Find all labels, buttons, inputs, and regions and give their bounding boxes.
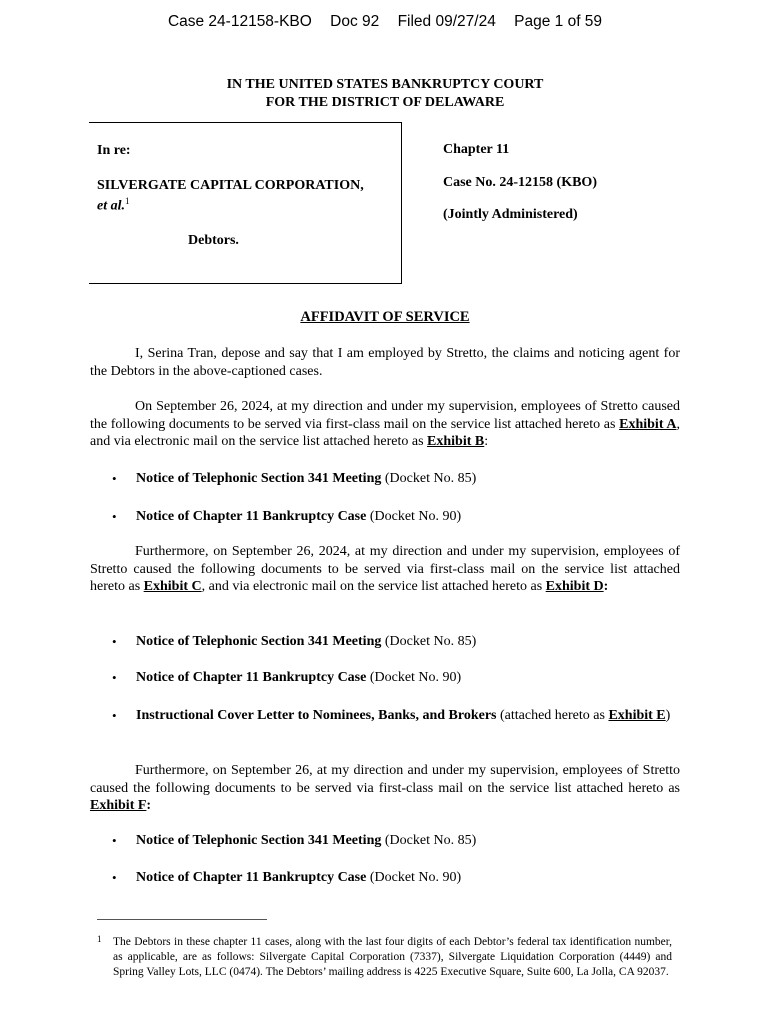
docket-ref: (Docket No. 90)	[366, 670, 462, 685]
header-filed: Filed 09/27/24	[397, 13, 496, 30]
bullet-icon: •	[112, 670, 117, 685]
doc-title: Notice of Telephonic Section 341 Meeting	[136, 634, 382, 649]
paragraph-2-text-c: :	[484, 434, 489, 449]
attached-text: (attached hereto as	[496, 708, 609, 723]
paragraph-2	[90, 398, 680, 451]
exhibit-e-ref: Exhibit E	[608, 708, 666, 723]
doc-title: Instructional Cover Letter to Nominees, Banks, and Brokers	[136, 708, 497, 723]
document-title: AFFIDAVIT OF SERVICE	[300, 309, 470, 325]
footnote-ref: 1	[125, 196, 130, 206]
case-number: Case No. 24-12158 (KBO)	[443, 175, 597, 190]
debtor-name: SILVERGATE CAPITAL CORPORATION,	[97, 178, 364, 193]
bullet-icon: •	[112, 509, 117, 524]
docket-ref: (Docket No. 85)	[381, 634, 477, 649]
exhibit-a-ref: Exhibit A	[619, 416, 677, 432]
close-paren: )	[665, 708, 671, 723]
exhibit-c-ref: Exhibit C	[143, 579, 202, 594]
in-re-label: In re:	[97, 143, 131, 158]
court-line-1: IN THE UNITED STATES BANKRUPTCY COURT	[226, 77, 544, 92]
jointly-administered: (Jointly Administered)	[443, 207, 578, 222]
debtors-label: Debtors.	[188, 233, 239, 248]
exhibit-f-ref: Exhibit F	[90, 798, 147, 813]
court-line-2: FOR THE DISTRICT OF DELAWARE	[265, 95, 505, 110]
paragraph-4	[90, 762, 680, 815]
exhibit-d-ref: Exhibit D	[545, 579, 604, 594]
doc-title: Notice of Chapter 11 Bankruptcy Case	[136, 509, 367, 524]
paragraph-3	[90, 543, 680, 596]
paragraph-3-text-c: :	[603, 579, 609, 594]
court-heading	[0, 76, 770, 112]
paragraph-1	[90, 345, 680, 380]
bullet-icon: •	[112, 708, 117, 723]
docket-ref: (Docket No. 90)	[366, 870, 462, 885]
footnote-divider	[97, 919, 267, 920]
footnote-text: The Debtors in these chapter 11 cases, along with the last four digits of each Debtor’s federal tax identification number, as applicable, are as follows: Silvergate Capital Corporation (7337), Silvergate Liquidation Corporation (4449) and Spring Valley Lots, LLC (0474). The Debtors’ mailing address is 4225 Executive Square, Suite 600, La Jolla, CA 92037.	[113, 936, 672, 978]
et-al-text: et al.	[97, 198, 125, 214]
paragraph-3-text-a: Furthermore, on September 26, 2024, at my direction and under my supervision, employees of Stretto caused the following documents to be served via first-class mail on the service list attached hereto as	[90, 544, 680, 594]
docket-ref: (Docket No. 90)	[366, 509, 462, 524]
header-page: Page 1 of 59	[514, 13, 603, 30]
et-al	[97, 196, 130, 215]
paragraph-3-text-b: , and via electronic mail on the service list attached hereto as	[201, 579, 546, 594]
caption-box	[89, 122, 402, 284]
header-case: Case 24-12158-KBO	[167, 13, 312, 30]
bullet-icon: •	[112, 833, 117, 848]
paragraph-2-text-b: , and via electronic mail on the service list attached hereto as	[90, 416, 680, 449]
footnote-number: 1	[97, 934, 102, 944]
doc-title: Notice of Chapter 11 Bankruptcy Case	[136, 870, 367, 885]
page-header	[0, 13, 770, 31]
doc-title: Notice of Telephonic Section 341 Meeting	[136, 833, 382, 848]
chapter-label: Chapter 11	[443, 142, 510, 157]
bullet-icon: •	[112, 870, 117, 885]
docket-ref: (Docket No. 85)	[381, 471, 477, 486]
bullet-icon: •	[112, 471, 117, 486]
paragraph-2-text-a: On September 26, 2024, at my direction and under my supervision, employees of Stretto caused the following documents to be served via first-class mail on the service list attached hereto as	[90, 399, 680, 432]
paragraph-4-text-a: Furthermore, on September 26, at my direction and under my supervision, employees of Stretto caused the following documents to be served via first-class mail on the service list attached hereto as	[90, 763, 680, 796]
bullet-icon: •	[112, 634, 117, 649]
docket-ref: (Docket No. 85)	[381, 833, 477, 848]
paragraph-1-text: I, Serina Tran, depose and say that I am employed by Stretto, the claims and noticing agent for the Debtors in the above-captioned cases.	[90, 346, 680, 379]
header-doc: Doc 92	[330, 13, 380, 30]
doc-title: Notice of Telephonic Section 341 Meeting	[136, 471, 382, 486]
exhibit-b-ref: Exhibit B	[427, 434, 485, 449]
paragraph-4-text-c: :	[146, 798, 152, 813]
doc-title: Notice of Chapter 11 Bankruptcy Case	[136, 670, 367, 685]
